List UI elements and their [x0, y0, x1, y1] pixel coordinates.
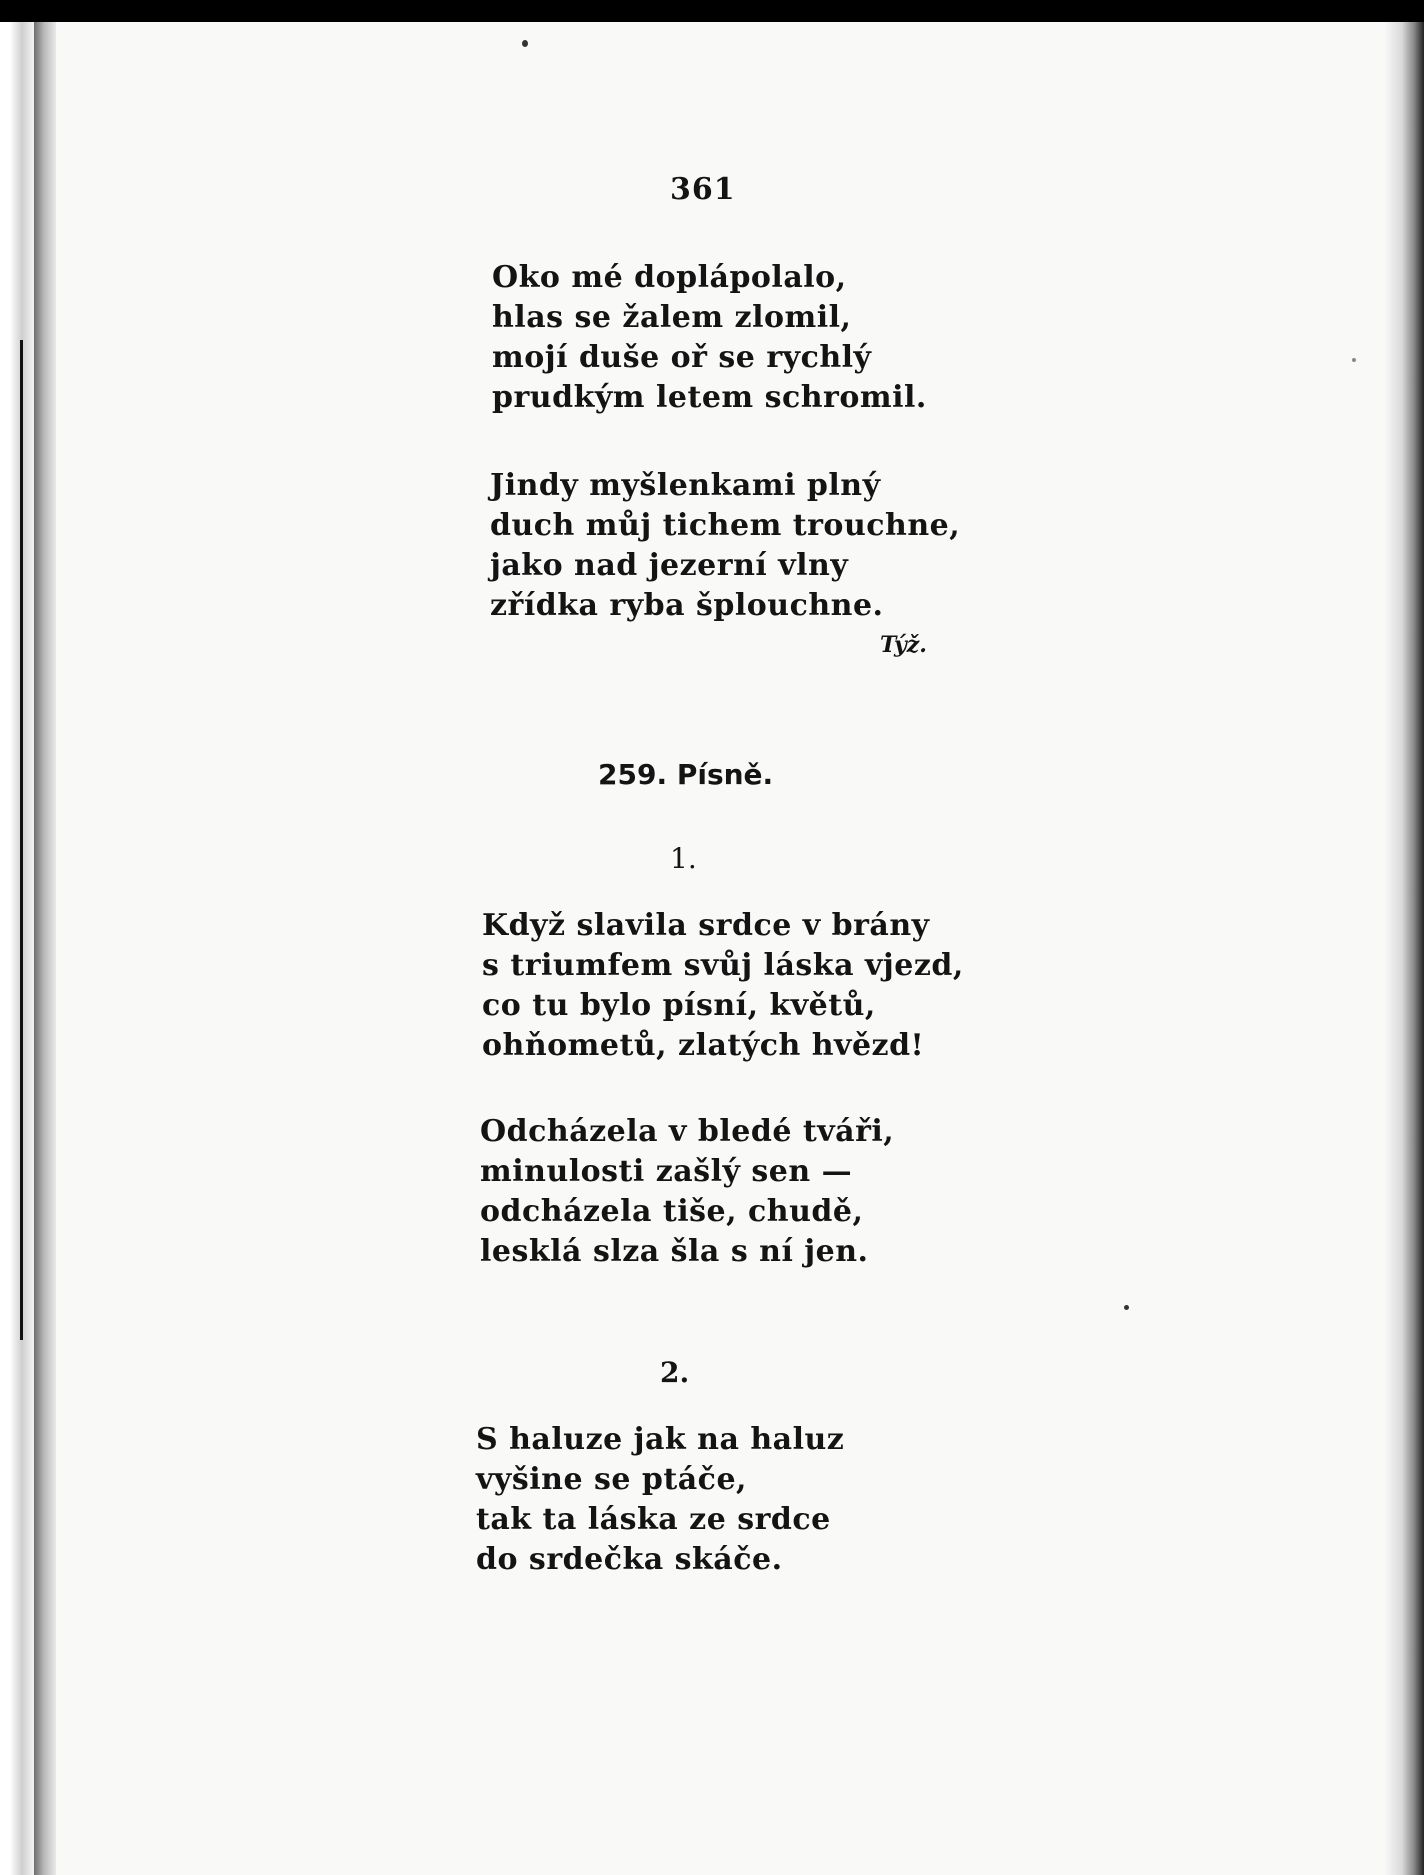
verse-line: zřídka ryba šplouchne.: [490, 588, 884, 623]
verse-line: mojí duše oř se rychlý: [492, 340, 872, 375]
verse-line: odcházela tiše, chudě,: [480, 1194, 864, 1229]
poem-stanza: [482, 906, 964, 1066]
scan-speck: [1352, 358, 1356, 362]
verse-line: hlas se žalem zlomil,: [492, 300, 852, 335]
scan-speck: [522, 40, 528, 47]
page-right-edge: [1384, 22, 1424, 1875]
poem-stanza: [476, 1420, 844, 1580]
verse-line: minulosti zašlý sen —: [480, 1154, 853, 1189]
section-number: 1.: [670, 842, 697, 875]
binding-shadow: [34, 22, 56, 1875]
scan-top-border: [0, 0, 1424, 22]
verse-line: tak ta láska ze srdce: [476, 1502, 831, 1537]
scan-speck: [1124, 1305, 1129, 1310]
verse-line: Oko mé doplápolalo,: [492, 260, 847, 295]
verse-line: s triumfem svůj láska vjezd,: [482, 948, 964, 983]
verse-line: ohňometů, zlatých hvězd!: [482, 1028, 925, 1063]
poem-stanza: [480, 1112, 894, 1272]
verse-line: prudkým letem schromil.: [492, 380, 927, 415]
verse-line: vyšine se ptáče,: [476, 1462, 747, 1497]
verse-line: Když slavila srdce v brány: [482, 908, 930, 943]
verse-line: jako nad jezerní vlny: [490, 548, 849, 583]
verse-line: Jindy myšlenkami plný: [490, 468, 881, 503]
verse-line: Odcházela v bledé tváři,: [480, 1114, 895, 1149]
verse-line: lesklá slza šla s ní jen.: [480, 1234, 869, 1269]
poem-stanza: [490, 466, 960, 626]
binding-line: [20, 340, 23, 1340]
section-number: 2.: [660, 1356, 690, 1389]
verse-line: co tu bylo písní, květů,: [482, 988, 876, 1023]
poem-attribution: Týž.: [880, 632, 927, 658]
poem-heading: 259. Písně.: [598, 758, 774, 791]
verse-line: do srdečka skáče.: [476, 1542, 783, 1577]
verse-line: S haluze jak na haluz: [476, 1422, 845, 1457]
page-number: 361: [670, 172, 736, 207]
verse-line: duch můj tichem trouchne,: [490, 508, 961, 543]
poem-stanza: [492, 258, 927, 418]
